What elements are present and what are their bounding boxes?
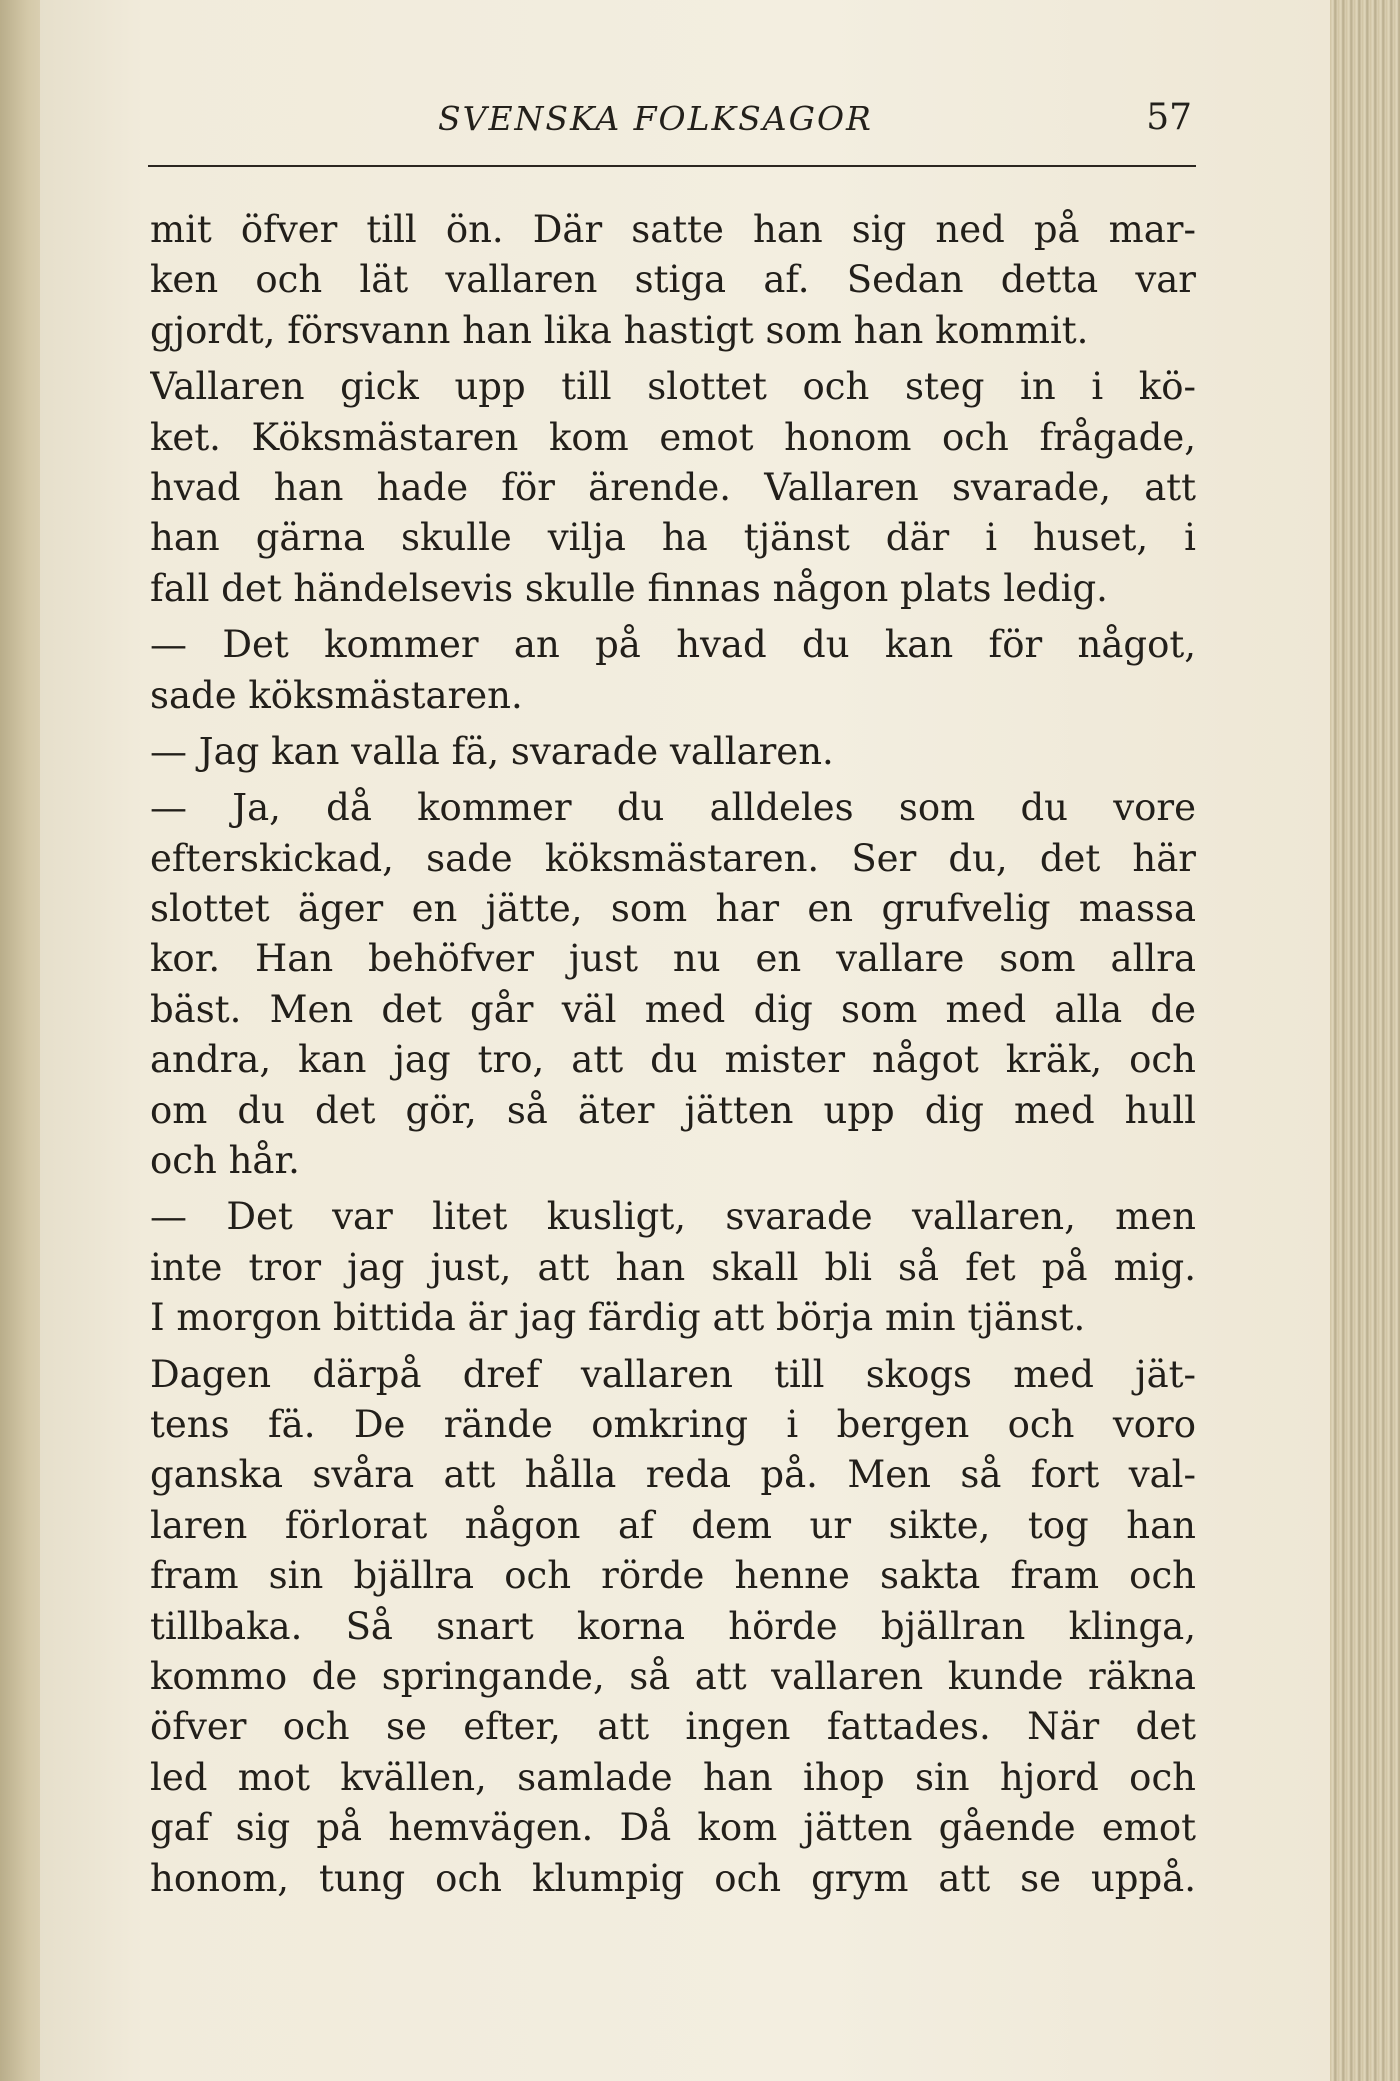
text-line: I morgon bittida är jag färdig att börja min tjänst.: [150, 1296, 1086, 1340]
running-title: SVENSKA FOLKSAGOR: [438, 99, 873, 138]
text-line: tens fä. De rände omkring i bergen och voro: [150, 1402, 1196, 1446]
text-line: led mot kvällen, samlade han ihop sin hjord och: [150, 1755, 1196, 1799]
text-line: inte tror jag just, att han skall bli så fet på mig.: [150, 1245, 1196, 1289]
text-line: honom, tung och klumpig och grym att se uppå.: [150, 1856, 1196, 1900]
body-text: [150, 205, 1196, 1904]
text-line: gjordt, försvann han lika hastigt som han kommit.: [150, 308, 1089, 352]
text-line: — Jag kan valla fä, svarade vallaren.: [150, 729, 834, 773]
text-line: sade köksmästaren.: [150, 673, 523, 717]
text-line: ganska svåra att hålla reda på. Men så fort val-: [150, 1453, 1196, 1497]
text-line: bäst. Men det går väl med dig som med alla de: [150, 987, 1196, 1031]
page-stack-edge: [1330, 0, 1400, 2081]
page-header: [148, 95, 1196, 167]
text-line: ken och lät vallaren stiga af. Sedan detta var: [150, 258, 1196, 302]
text-line: mit öfver till ön. Där satte han sig ned på mar-: [150, 208, 1196, 251]
text-line: gaf sig på hemvägen. Då kom jätten gående emot: [150, 1806, 1196, 1850]
text-line: — Det kommer an på hvad du kan för något,: [150, 623, 1196, 667]
text-line: slottet äger en jätte, som har en grufvelig massa: [150, 887, 1196, 931]
text-line: — Det var litet kusligt, svarade vallaren, men: [150, 1195, 1196, 1239]
text-line: hvad han hade för ärende. Vallaren svarade, att: [150, 465, 1196, 509]
text-line: andra, kan jag tro, att du mister något kräk, och: [150, 1038, 1196, 1082]
text-line: kor. Han behöfver just nu en vallare som allra: [150, 937, 1196, 981]
text-line: ket. Köksmästaren kom emot honom och frågade,: [150, 415, 1196, 459]
text-line: fram sin bjällra och rörde henne sakta fram och: [150, 1554, 1196, 1598]
text-line: fall det händelsevis skulle finnas någon plats ledig.: [150, 566, 1108, 610]
text-line: Vallaren gick upp till slottet och steg in i kö-: [150, 365, 1196, 409]
text-line: och hår.: [150, 1139, 300, 1183]
text-line: han gärna skulle vilja ha tjänst där i huset, i: [150, 516, 1196, 560]
text-line: öfver och se efter, att ingen fattades. När det: [150, 1705, 1196, 1749]
text-line: om du det gör, så äter jätten upp dig med hull: [150, 1088, 1196, 1132]
text-line: efterskickad, sade köksmästaren. Ser du, det här: [150, 836, 1196, 880]
text-line: kommo de springande, så att vallaren kunde räkna: [150, 1654, 1196, 1698]
text-line: — Ja, då kommer du alldeles som du vore: [150, 786, 1196, 830]
text-line: laren förlorat någon af dem ur sikte, tog han: [150, 1503, 1196, 1547]
text-line: Dagen därpå dref vallaren till skogs med jät-: [150, 1352, 1196, 1396]
page-number: 57: [1146, 97, 1192, 138]
text-line: tillbaka. Så snart korna hörde bjällran klinga,: [150, 1604, 1196, 1648]
